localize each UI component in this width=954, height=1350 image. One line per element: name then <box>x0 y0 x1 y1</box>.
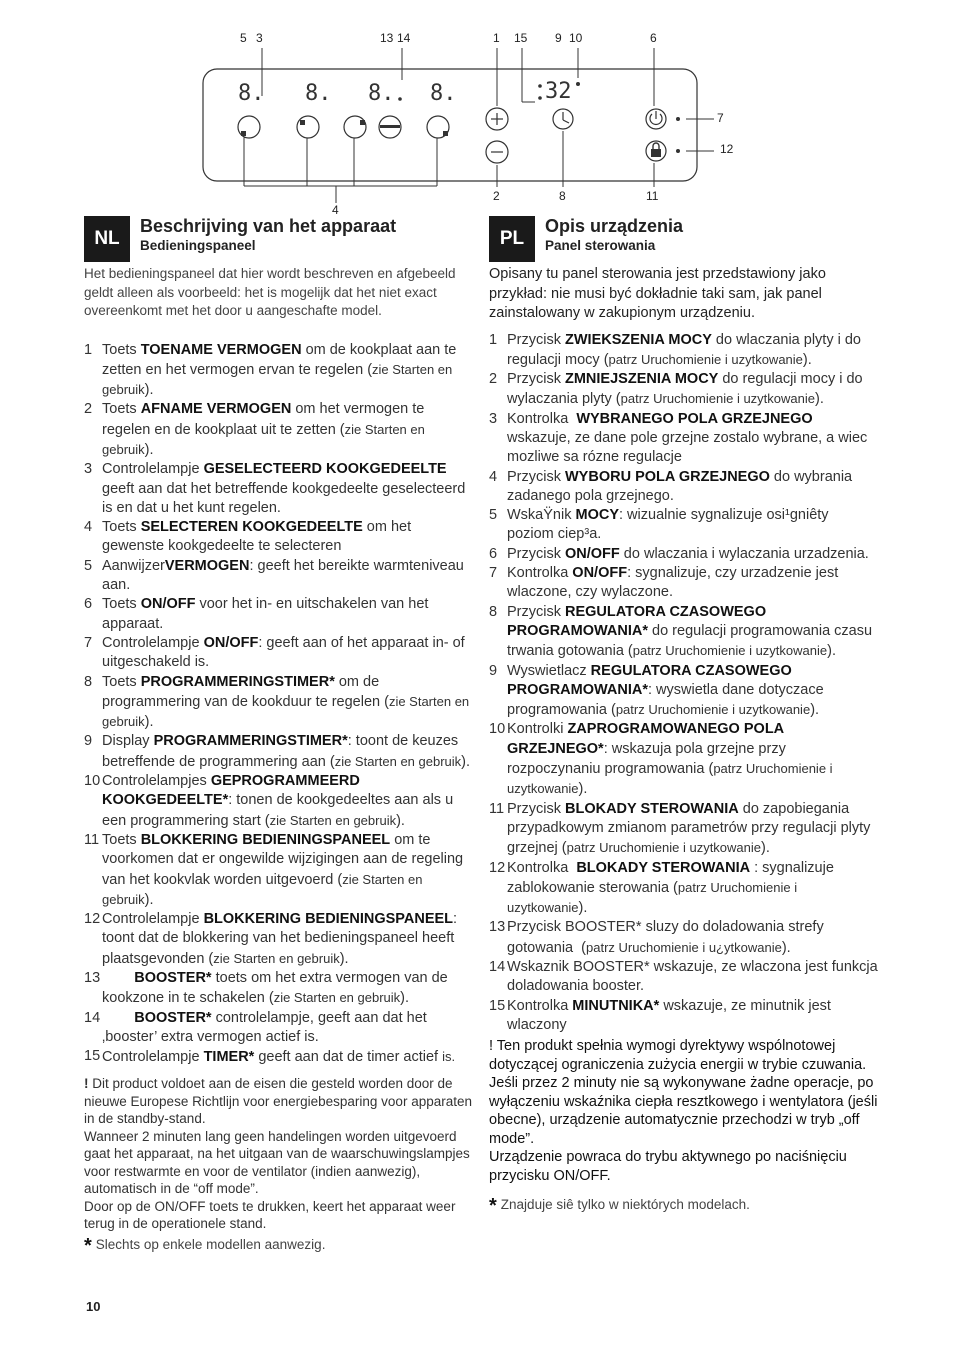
item-prefix: Toets <box>102 519 141 536</box>
zone-select-button-3-icon <box>344 116 366 138</box>
callout-5: 5 <box>240 31 247 45</box>
item-reference: zie Starten en gebruik <box>102 871 427 907</box>
item-number: 14 <box>84 1009 101 1026</box>
item-text <box>102 341 474 401</box>
item-text <box>507 662 879 721</box>
item-keyword: ON/OFF <box>565 545 620 562</box>
item-keyword: ZWIEKSZENIA MOCY <box>565 331 712 348</box>
item-number: 1 <box>489 331 498 348</box>
item-number: 5 <box>489 507 498 524</box>
list-item <box>489 800 879 859</box>
item-text <box>102 969 474 1009</box>
item-description: do zapobiegania przypadkowym zmianom parametrów przy regulacji plyty grzejnej ( <box>507 800 875 857</box>
nl-intro: Het bedieningspaneel dat hier wordt beschreven en afgebeeld geldt alleen als voorbeeld: het is mogelijk dat het niet exact overeenkomt met het door u aangeschafte model. <box>84 266 456 318</box>
item-reference: zie Starten en gebruik <box>213 950 340 966</box>
item-prefix: WskaŸnik <box>507 507 576 524</box>
item-number: 15 <box>84 1048 101 1065</box>
pl-section-title: Opis urządzenia <box>545 216 684 236</box>
list-item <box>489 859 879 919</box>
item-keyword: SELECTEREN KOOKGEDEELTE <box>140 519 363 536</box>
item-prefix: Przycisk <box>507 800 565 817</box>
item-suffix: ). <box>400 990 410 1007</box>
item-number: 8 <box>489 603 498 620</box>
list-item <box>84 634 474 673</box>
item-prefix: Przycisk <box>507 545 565 562</box>
item-description: : wyswietla dane dotyczace programowania ( <box>507 681 828 719</box>
item-keyword: BOOSTER* <box>134 1009 212 1026</box>
nl-footnote-text: Slechts op enkele modellen aanwezig. <box>95 1236 326 1252</box>
item-description: do regulacji mocy i do wylaczania plyty ( <box>507 371 867 408</box>
power-display-1: 8. <box>238 81 265 106</box>
zone-select-button-2-icon <box>297 116 319 138</box>
item-prefix: Toets <box>102 831 141 848</box>
pl-footnote <box>489 1195 879 1218</box>
list-item <box>489 506 879 545</box>
item-keyword: BLOKKERING BEDIENINGSPANEEL <box>203 911 454 928</box>
item-text <box>102 518 474 557</box>
item-description: : sygnalizuje zablokowanie sterowania ( <box>507 859 838 896</box>
item-prefix: Toets <box>102 673 141 690</box>
item-description: : geeft het bereikte warmteniveau aan. <box>102 557 468 594</box>
item-text <box>102 772 474 831</box>
pl-intro: Opisany tu panel sterowania jest przedstawiony jako przykład: nie musi być dokładnie taki sam, jak panel zainstalowany w zakupionym urządzeniu. <box>489 266 826 321</box>
item-keyword: BLOKADY STEROWANIA <box>576 859 751 876</box>
item-keyword: MOCY <box>575 507 619 524</box>
list-item <box>84 673 474 733</box>
list-item <box>84 772 474 831</box>
item-reference: zie Starten en gebruik <box>334 753 462 769</box>
item-prefix: Display <box>102 733 154 750</box>
list-item <box>84 595 474 634</box>
callout-15: 15 <box>514 31 528 45</box>
nl-item-list <box>84 341 474 1068</box>
callout-12: 12 <box>720 142 734 156</box>
item-description: om de programmering van de kookduur te regelen ( <box>102 673 389 710</box>
pl-section-subtitle: Panel sterowania <box>545 238 656 253</box>
item-suffix: ). <box>827 643 836 660</box>
item-description: : sygnalizuje, czy urzadzenie jest wlaczone, czy wylaczone. <box>507 565 843 601</box>
list-item <box>84 969 474 1009</box>
item-reference: patrz Uruchomienie i uzytkowanie <box>615 702 811 718</box>
list-item <box>489 468 879 507</box>
list-item <box>84 518 474 557</box>
item-text <box>507 545 879 564</box>
item-keyword: GEPROGRAMMEERD KOOKGEDEELTE* <box>102 773 364 809</box>
item-description: : wskazuja pola grzejne przy rozpoczynaniu programowania ( <box>507 740 790 778</box>
nl-notice-1: Dit product voldoet aan de eisen die gesteld worden door de nieuwe Europese Richtlijn voor energiebesparing voor apparaten in de standby-stand. <box>84 1076 472 1127</box>
list-item <box>84 400 474 460</box>
item-text <box>102 1047 474 1067</box>
pl-language-badge: PL <box>489 216 535 262</box>
power-display-3: 8. <box>368 81 395 106</box>
item-reference: patrz Uruchomienie i u¿ytkowanie <box>586 939 782 955</box>
item-suffix: ). <box>810 702 820 719</box>
item-prefix: Kontrolka <box>507 859 577 876</box>
item-text <box>507 800 879 859</box>
pl-footnote-text: Znajduje siê tylko w niektórych modelach. <box>500 1197 750 1213</box>
item-suffix: ). <box>461 753 471 770</box>
item-number: 6 <box>84 596 93 613</box>
item-text <box>102 595 474 634</box>
list-item <box>489 370 879 410</box>
item-text <box>507 603 879 662</box>
item-number: 13 <box>84 970 101 986</box>
item-text <box>507 859 879 919</box>
power-display-2: 8. <box>305 81 332 106</box>
control-panel-illustration <box>0 0 954 215</box>
item-prefix: Przycisk <box>507 331 565 348</box>
callout-11: 11 <box>646 189 659 203</box>
item-number: 10 <box>489 721 506 738</box>
item-reference: zie Starten en gebruik <box>102 693 473 730</box>
item-description: : toont dat de blokkering van het bedieningspaneel heeft plaatsgevonden ( <box>102 911 462 967</box>
item-reference: zie Starten en gebruik <box>102 361 456 398</box>
item-description: controlelampje, geeft aan dat het ‚booster’ extra vermogen actief is. <box>102 1009 431 1045</box>
list-item <box>84 732 474 772</box>
item-number: 8 <box>84 673 93 690</box>
callout-14: 14 <box>397 31 411 45</box>
list-item <box>489 958 882 997</box>
nl-notice-mark: ! <box>84 1076 89 1092</box>
list-item <box>84 1047 474 1067</box>
item-prefix: Toets <box>102 341 141 358</box>
list-item <box>84 910 474 969</box>
item-reference: patrz Uruchomienie i uzytkowanie <box>608 351 803 367</box>
item-suffix: ). <box>144 891 154 908</box>
item-number: 1 <box>84 341 93 358</box>
item-description: do wybrania zadanego pola grzejnego. <box>507 468 857 504</box>
item-number: 9 <box>489 662 498 679</box>
item-text <box>507 468 879 507</box>
item-number: 15 <box>489 997 506 1014</box>
list-item <box>489 545 879 564</box>
list-item <box>489 720 879 799</box>
pl-footnote-star: * <box>489 1195 497 1218</box>
item-text <box>102 1009 474 1048</box>
item-description: geeft aan dat de timer actief <box>254 1049 443 1066</box>
timer-display: 32 <box>545 79 572 104</box>
item-prefix: Kontrolka <box>507 565 573 582</box>
item-number: 7 <box>84 634 93 651</box>
callout-6: 6 <box>650 31 657 45</box>
item-reference: patrz Uruchomienie i uzytkowanie <box>566 840 762 856</box>
item-keyword: GESELECTEERD KOOKGEDEELTE <box>203 461 447 478</box>
item-prefix <box>102 970 134 986</box>
item-description: om de kookplaat aan te zetten en het vermogen ervan te regelen ( <box>102 341 461 378</box>
item-suffix: ). <box>339 950 349 967</box>
item-number: 11 <box>489 800 505 817</box>
item-reference: zie Starten en gebruik <box>102 421 429 457</box>
list-item <box>489 564 879 603</box>
item-prefix: Wskaznik BOOSTER* wskazuje, ze wlaczona jest funkcja doladowania booster. <box>507 959 882 995</box>
item-text <box>102 400 474 460</box>
callout-2: 2 <box>493 189 500 203</box>
list-item <box>84 831 474 910</box>
item-prefix: Aanwijzer <box>102 557 165 574</box>
nl-notice-2: Wanneer 2 minuten lang geen handelingen worden uitgevoerd gaat het apparaat, na het uitgaan van de waarschuwingslampjes voor restwarmte en voor de ventilator (indien aanwezig), automatisch in de “off mode”. <box>84 1128 470 1197</box>
list-item <box>489 918 879 958</box>
pl-notice-3: Urządzenie powraca do trybu aktywnego po naciśnięciu przycisku ON/OFF. <box>489 1149 847 1184</box>
item-text <box>102 732 474 772</box>
item-reference: patrz Uruchomienie i uzytkowanie <box>620 391 815 407</box>
pl-section <box>489 212 882 1218</box>
list-item <box>84 341 474 401</box>
item-text <box>507 720 879 799</box>
control-panel-diagram <box>0 0 954 215</box>
item-text <box>507 918 879 958</box>
item-text <box>507 958 882 997</box>
item-text <box>102 831 474 910</box>
item-description: om het vermogen te regelen en de kookplaat uit te zetten ( <box>102 401 429 438</box>
item-text <box>102 910 474 969</box>
item-keyword: MINUTNIKA* <box>572 997 660 1014</box>
callout-7: 7 <box>717 111 724 125</box>
item-text <box>102 634 474 673</box>
item-prefix: Controlelampje <box>102 1049 204 1066</box>
item-number: 3 <box>489 410 498 427</box>
item-text <box>102 557 474 596</box>
power-display-4: 8. <box>430 81 457 106</box>
pl-notice <box>489 1037 879 1185</box>
item-suffix: ). <box>802 351 812 368</box>
callout-1: 1 <box>493 31 500 45</box>
item-text <box>507 331 879 371</box>
item-reference: patrz Uruchomienie i uzytkowanie <box>507 761 837 797</box>
item-keyword: REGULATORA CZASOWEGO PROGRAMOWANIA* <box>507 603 771 639</box>
item-prefix: Controlelampjes <box>102 773 211 790</box>
item-prefix: Kontrolka <box>507 997 573 1014</box>
item-prefix: Toets <box>102 596 141 613</box>
item-prefix: Toets <box>102 401 141 418</box>
item-number: 14 <box>489 959 506 975</box>
item-description: om te voorkomen dat er ongewilde wijzigingen aan de regeling van het kookvlak worden uitgevoerd ( <box>102 831 468 888</box>
list-item <box>84 460 474 518</box>
item-keyword: ZMNIEJSZENIA MOCY <box>565 371 719 388</box>
item-prefix <box>102 1010 134 1026</box>
item-description: voor het in- en uitschakelen van het apparaat. <box>102 596 433 632</box>
item-keyword: ON/OFF <box>572 565 628 582</box>
item-number: 12 <box>489 859 506 876</box>
item-number: 5 <box>84 557 93 574</box>
item-keyword: TIMER* <box>203 1049 255 1066</box>
item-prefix: Controlelampje <box>102 634 204 651</box>
item-suffix: ). <box>144 714 154 731</box>
item-text <box>102 673 474 733</box>
item-number: 13 <box>489 919 506 936</box>
item-keyword: ZAPROGRAMOWANEGO POLA GRZEJNEGO* <box>507 721 788 757</box>
nl-section-title: Beschrijving van het apparaat <box>140 216 397 236</box>
nl-notice <box>84 1075 474 1233</box>
list-item <box>489 410 879 468</box>
nl-section-header <box>84 212 474 262</box>
item-keyword: PROGRAMMERINGSTIMER* <box>140 673 335 690</box>
pl-notice-1: ! Ten produkt spełnia wymogi dyrektywy wspólnotowej dotyczącej ograniczenia zużycia energii w trybie czuwania. <box>489 1038 867 1073</box>
item-suffix: ). <box>144 441 154 458</box>
item-number: 12 <box>84 911 101 928</box>
item-description: om het gewenste kookgedeelte te selecteren <box>102 519 416 555</box>
item-keyword: VERMOGEN <box>164 557 250 574</box>
pl-section-header <box>489 212 879 262</box>
item-description: : wizualnie sygnalizuje osi¹gniêty poziom ciep³a. <box>507 507 833 543</box>
item-number: 6 <box>489 545 498 562</box>
item-description: : toont de keuzes betreffende de programmering aan ( <box>102 733 463 770</box>
nl-footnote <box>84 1235 474 1258</box>
item-prefix: Przycisk <box>507 603 565 620</box>
list-item <box>489 662 879 721</box>
item-suffix: ). <box>781 939 791 956</box>
item-number: 7 <box>489 565 498 582</box>
item-number: 3 <box>84 461 93 478</box>
item-keyword: ON/OFF <box>203 634 259 651</box>
item-number: 4 <box>489 468 498 485</box>
list-item <box>84 557 474 596</box>
item-keyword: ON/OFF <box>140 596 196 613</box>
item-reference: patrz Uruchomienie i uzytkowanie <box>632 643 828 659</box>
callout-4: 4 <box>332 203 339 217</box>
item-keyword: PROGRAMMERINGSTIMER* <box>153 733 348 750</box>
item-suffix: ). <box>396 812 405 829</box>
item-description: geeft aan dat het betreffende kookgedeelte geselecteerd is en dat u het kunt regelen. <box>102 461 470 516</box>
item-keyword: AFNAME VERMOGEN <box>140 401 292 418</box>
item-description: toets om het extra vermogen van de kookzone in te schakelen ( <box>102 970 452 1007</box>
item-prefix: Przycisk <box>507 468 565 485</box>
item-description: : geeft aan of het apparaat in- of uitgeschakeld is. <box>102 634 469 671</box>
nl-language-badge: NL <box>84 216 130 262</box>
item-description: do wlaczania i wylaczania urzadzenia. <box>619 545 869 562</box>
item-keyword: TOENAME VERMOGEN <box>140 341 302 358</box>
item-reference: patrz Uruchomienie i uzytkowanie <box>507 879 801 916</box>
item-suffix: ). <box>144 382 154 399</box>
item-suffix: ). <box>578 900 588 917</box>
callout-9: 9 <box>555 31 562 45</box>
item-number: 4 <box>84 519 93 536</box>
callout-3: 3 <box>256 31 263 45</box>
pl-item-list <box>489 331 882 1036</box>
item-prefix: Przycisk <box>507 371 565 388</box>
page-number: 10 <box>86 1299 101 1314</box>
item-prefix: Controlelampje <box>102 911 204 928</box>
item-description: do regulacji programowania czasu trwania gotowania ( <box>507 622 877 660</box>
nl-footnote-star: * <box>84 1234 92 1257</box>
item-number: 2 <box>489 371 498 388</box>
item-description: : tonen de kookgedeeltes aan als u een programmering start ( <box>102 792 458 829</box>
list-item <box>84 1009 474 1048</box>
item-suffix: ). <box>761 840 770 857</box>
callout-13: 13 <box>380 31 394 45</box>
item-suffix: ). <box>578 781 588 798</box>
item-keyword: REGULATORA CZASOWEGO PROGRAMOWANIA* <box>507 662 796 698</box>
list-item <box>489 997 879 1036</box>
item-prefix: Wyswietlacz <box>507 662 591 679</box>
item-text <box>507 410 879 468</box>
item-prefix: Kontrolka <box>507 410 577 427</box>
item-suffix: ). <box>815 391 824 408</box>
item-description: wskazuje, ze dane pole grzejne zostalo wybrane, a wiec mozliwe sa rózne regulacje <box>507 410 872 466</box>
item-text <box>507 370 879 410</box>
item-keyword: BLOKADY STEROWANIA <box>565 800 739 817</box>
nl-notice-3: Door op de ON/OFF toets te drukken, keert het apparaat weer terug in de operationele stand. <box>84 1198 456 1232</box>
item-number: 10 <box>84 773 101 790</box>
item-text <box>102 460 474 518</box>
item-keyword: BLOKKERING BEDIENINGSPANEEL <box>140 831 391 848</box>
item-text <box>507 564 879 603</box>
nl-section-subtitle: Bedieningspaneel <box>140 238 256 253</box>
item-prefix: Przycisk BOOSTER* sluzy do doladowania strefy gotowania ( <box>507 919 828 956</box>
item-prefix: Kontrolki <box>507 721 568 738</box>
pl-notice-2: Jeśli przez 2 minuty nie są wykonywane żadne operacje, po wyłączeniu wskaźnika ciepła resztkowego i wentylatora (jeśli obecne), urządzenie automatycznie przechodzi w tryb „off mode”. <box>489 1075 878 1147</box>
item-number: 9 <box>84 733 93 750</box>
list-item <box>489 603 879 662</box>
list-item <box>489 331 879 371</box>
item-prefix: Controlelampje <box>102 461 204 478</box>
item-keyword: WYBRANEGO POLA GRZEJNEGO <box>576 410 813 427</box>
item-number: 2 <box>84 401 93 418</box>
item-reference: is. <box>442 1049 456 1065</box>
nl-section <box>84 212 474 1258</box>
item-reference: zie Starten en gebruik <box>269 812 397 828</box>
item-text <box>507 506 879 545</box>
item-description: do wlaczania plyty i do regulacji mocy ( <box>507 331 866 368</box>
callout-10: 10 <box>569 31 583 45</box>
item-reference: zie Starten en gebruik <box>273 990 401 1006</box>
item-keyword: BOOSTER* <box>134 970 212 986</box>
item-keyword: WYBORU POLA GRZEJNEGO <box>565 468 770 485</box>
item-description: wskazuje, ze minutnik jest wlaczony <box>507 997 835 1033</box>
callout-8: 8 <box>559 189 566 203</box>
item-text <box>507 997 879 1036</box>
item-number: 11 <box>84 831 100 848</box>
